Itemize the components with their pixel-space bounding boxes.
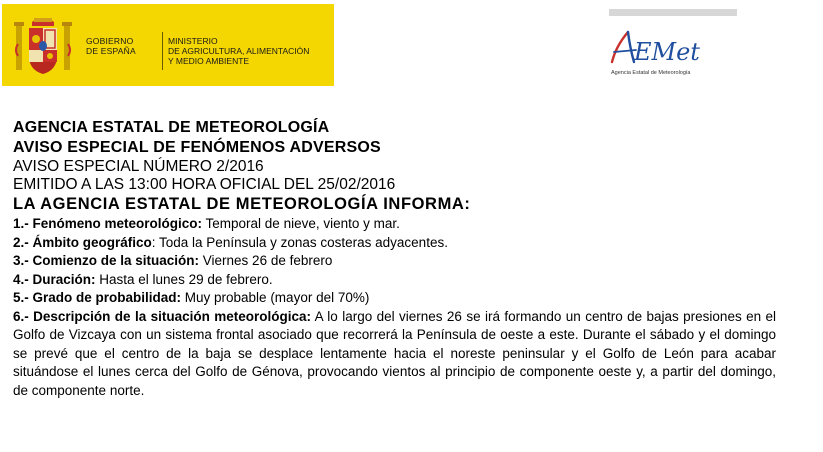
item-start (13, 252, 776, 271)
banner-divider (162, 32, 163, 70)
item-value: Hasta el lunes 29 de febrero. (95, 271, 273, 287)
item-value: Muy probable (mayor del 70%) (181, 290, 370, 305)
item-label: 4.- Duración: (13, 271, 96, 287)
warning-document (13, 118, 776, 400)
agency-heading: AGENCIA ESTATAL DE METEOROLOGÍA (13, 119, 330, 136)
coat-of-arms-icon (14, 14, 72, 78)
item-value: Temporal de nieve, viento y mar. (202, 216, 400, 231)
informs-heading: LA AGENCIA ESTATAL DE METEOROLOGÍA INFORMA: (13, 195, 471, 213)
item-geographic-scope (13, 234, 776, 253)
item-label: 5.- Grado de probabilidad: (13, 290, 182, 305)
aemet-header-bar (609, 9, 737, 16)
item-label: 1.- Fenómeno meteorológico: (13, 216, 203, 231)
item-value: A lo largo del viernes 26 se irá formando un centro de bajas presiones en el Golfo de Vizcaya con un sistema frontal asociado que recorrerá la Península de oeste a este. Durante el sábado y el domingo se prevé que el centro de la baja se desplace lentamente hacia el noreste peninsular y el Golfo de León para acabar situándose el lunes cerca del Golfo de Génova, provocando vientos al principio de componente oeste y, a partir del domingo, de componente norte. (13, 308, 776, 398)
aemet-subtitle: Agencia Estatal de Meteorología (611, 70, 691, 76)
item-phenomenon (13, 215, 776, 234)
item-probability (13, 289, 776, 308)
aemet-logo (606, 28, 726, 74)
item-duration (13, 271, 776, 290)
government-name: GOBIERNO DE ESPAÑA (86, 36, 136, 56)
ministry-name: MINISTERIO DE AGRICULTURA, ALIMENTACIÓN Y MEDIO AMBIENTE (168, 36, 310, 66)
item-description (13, 308, 776, 401)
item-value: Viernes 26 de febrero (199, 253, 333, 268)
warning-number: AVISO ESPECIAL NÚMERO 2/2016 (13, 158, 264, 175)
item-value: : Toda la Península y zonas costeras adyacentes. (151, 234, 448, 250)
svg-text:EMet: EMet (634, 38, 700, 66)
issued-time: EMITIDO A LAS 13:00 HORA OFICIAL DEL 25/02/2016 (13, 176, 396, 193)
warning-title: AVISO ESPECIAL DE FENÓMENOS ADVERSOS (13, 139, 381, 156)
item-label: 6.- Descripción de la situación meteorológica: (13, 308, 312, 324)
item-label: 2.- Ámbito geográfico (13, 234, 152, 250)
item-label: 3.- Comienzo de la situación: (13, 253, 200, 268)
government-banner (2, 4, 334, 86)
